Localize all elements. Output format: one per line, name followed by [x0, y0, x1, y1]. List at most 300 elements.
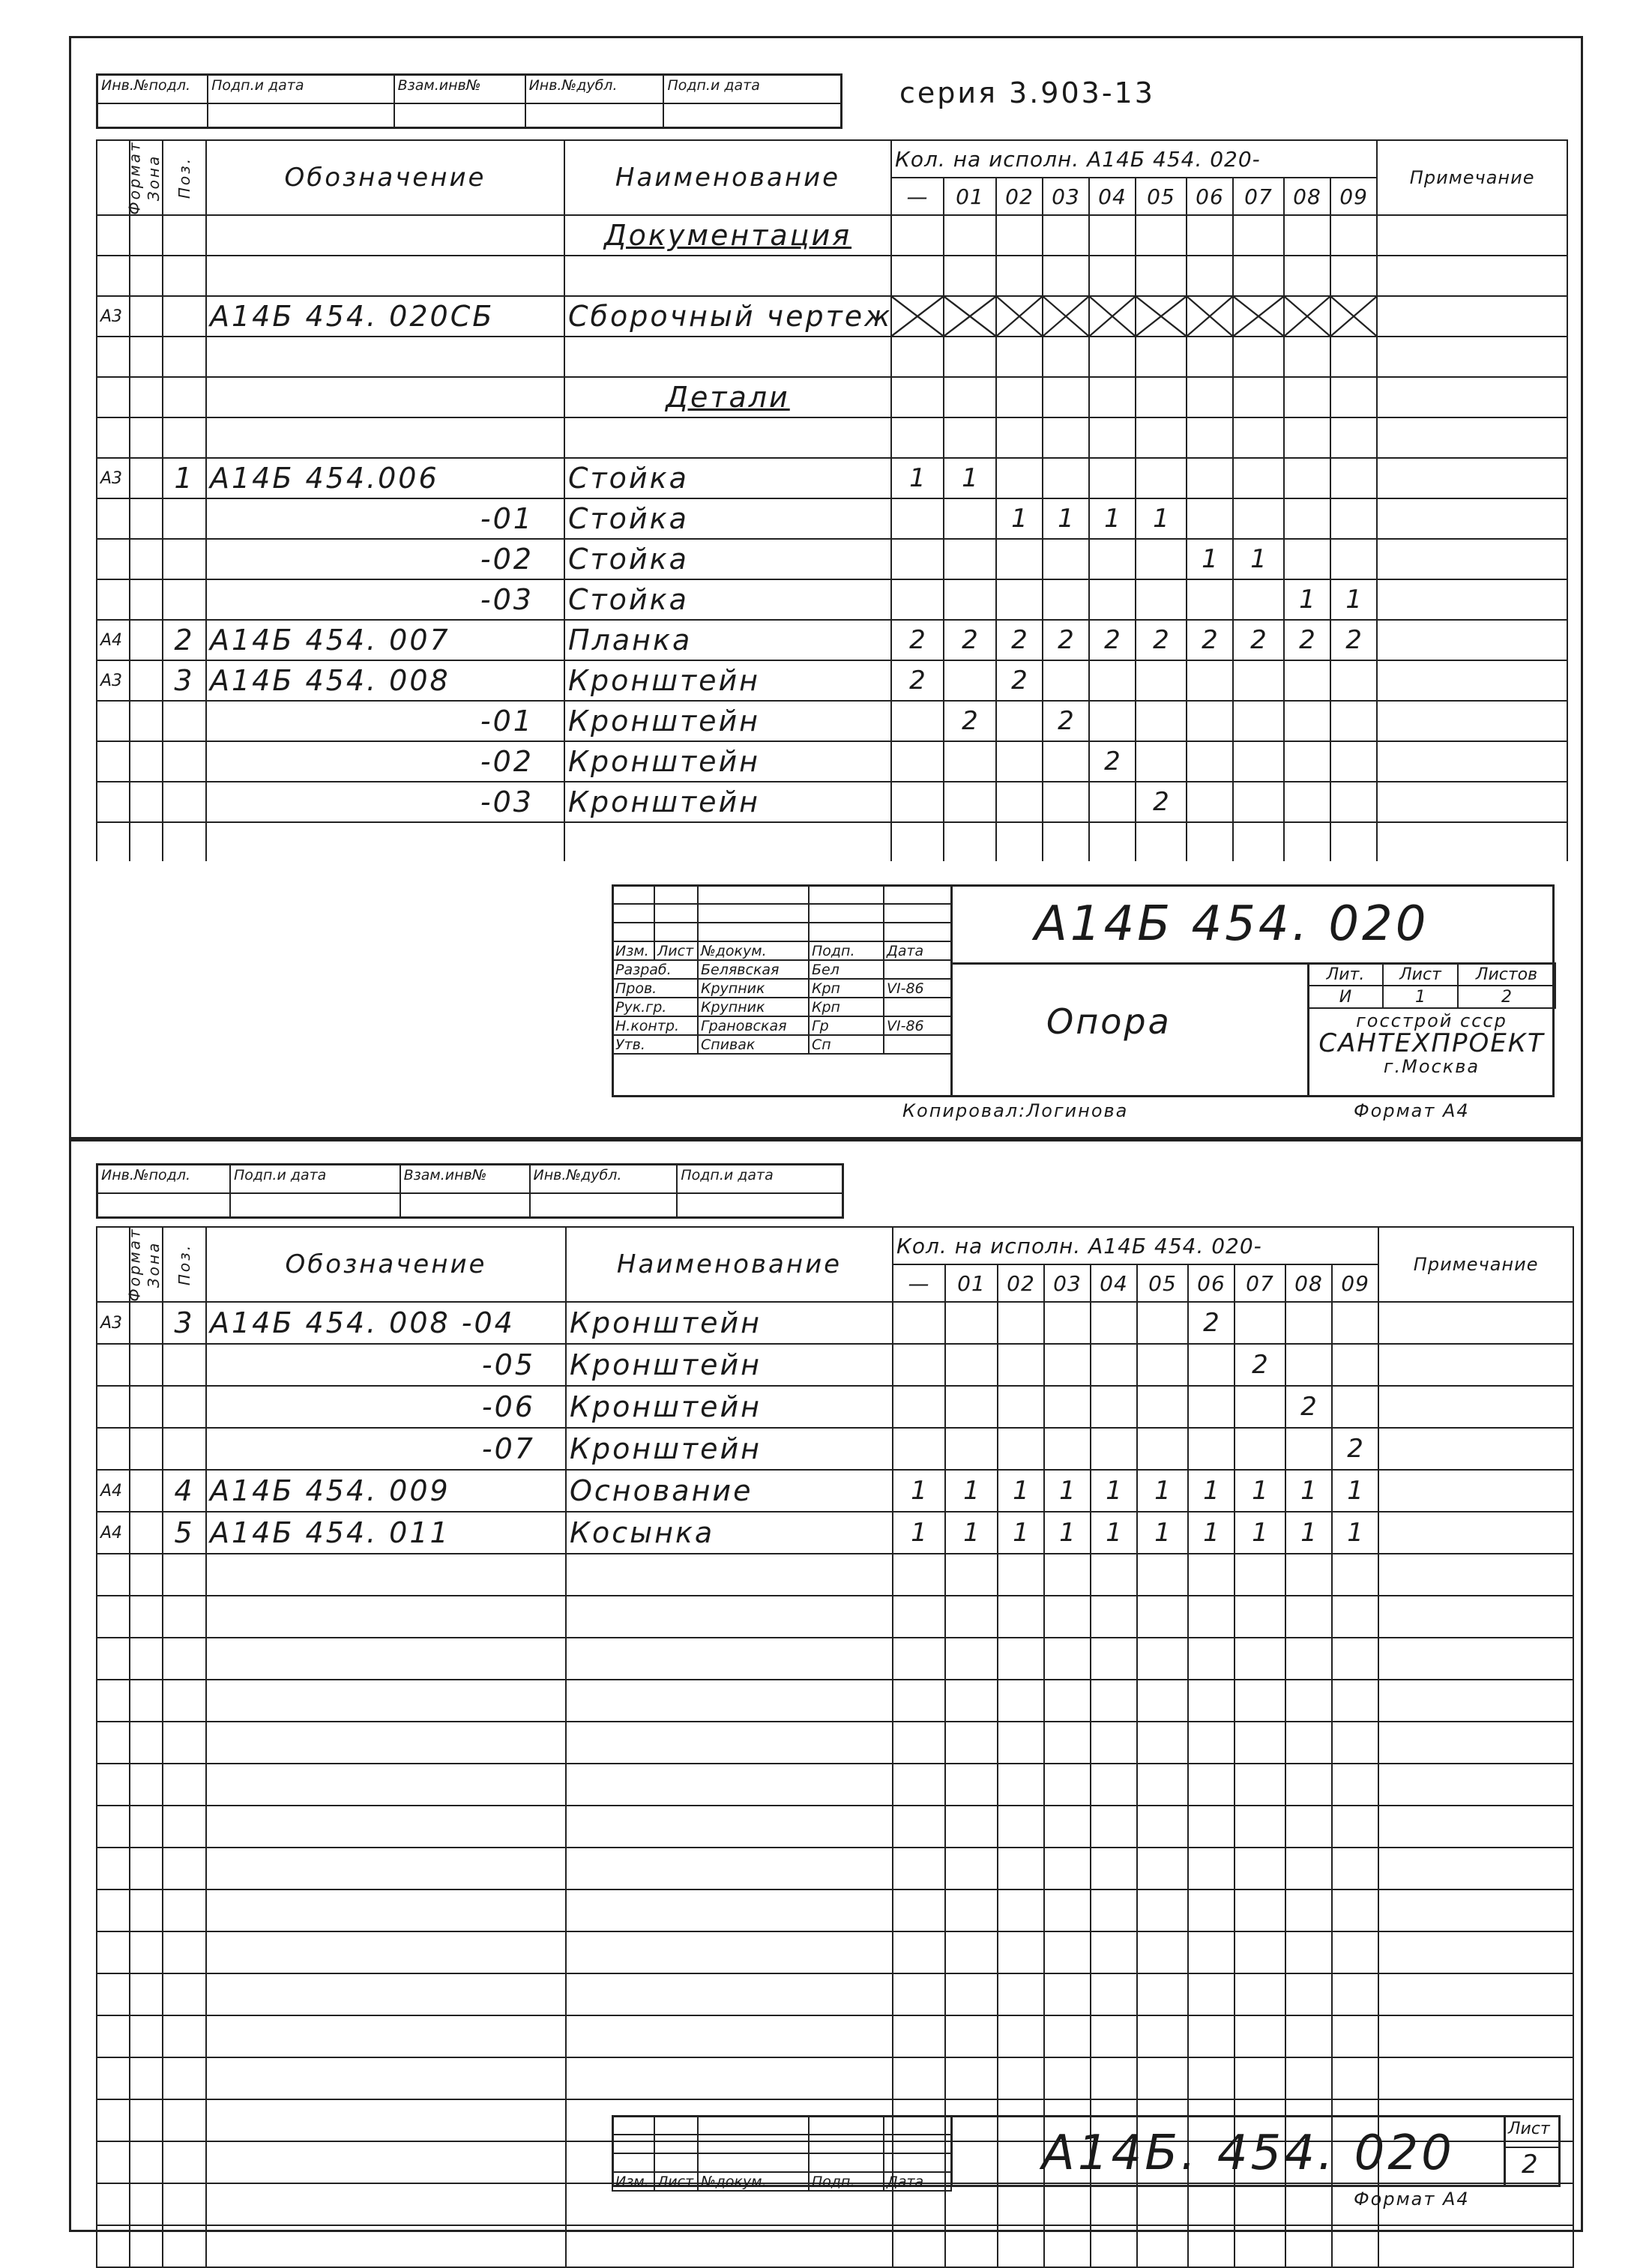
empty-cell: [1044, 1890, 1091, 1931]
zone-cell: [130, 1470, 163, 1512]
col-pos: Поз.: [163, 1227, 206, 1302]
note-cell: [1377, 579, 1567, 620]
name-cell: Стойка: [564, 579, 891, 620]
empty-cell: [1235, 1764, 1285, 1806]
revision-cell: [884, 2116, 951, 2135]
qty-cell: [944, 377, 996, 417]
zone-cell: [130, 782, 163, 822]
empty-cell: [945, 1973, 998, 2015]
position-cell: [163, 701, 206, 741]
qty-cell: 2: [1136, 782, 1187, 822]
empty-cell: [1044, 1806, 1091, 1848]
designation-cell: А14Б 454.006: [206, 458, 564, 498]
revision-row: [612, 923, 951, 941]
position-cell: 5: [163, 1512, 206, 1554]
qty-cell: [1137, 1428, 1188, 1470]
person-cell: Белявская: [698, 960, 809, 979]
empty-cell: [206, 2099, 566, 2141]
x-mark-icon: [944, 297, 995, 336]
empty-cell: [97, 1848, 130, 1890]
empty-cell: [1378, 2057, 1573, 2099]
empty-cell: [1091, 1680, 1137, 1722]
empty-cell: [1378, 1764, 1573, 1806]
empty-cell: [130, 1848, 163, 1890]
qty-cell: [1044, 1344, 1091, 1386]
qty-cell: 1: [1285, 1512, 1332, 1554]
format-label-2: Формат А4: [1354, 2189, 1470, 2210]
name-cell: [564, 337, 891, 377]
designation-cell: [206, 256, 564, 296]
signature-cell: Крп: [809, 979, 884, 998]
empty-cell: [163, 1764, 206, 1806]
empty-cell: [206, 1806, 566, 1848]
empty-cell: [1285, 1764, 1332, 1806]
qty-cell: [944, 337, 996, 377]
zone-cell: [130, 1428, 163, 1470]
format-cell: [97, 539, 130, 579]
qty-cell: 2: [891, 620, 944, 660]
empty-cell: [97, 1931, 130, 1973]
qty-cell: [891, 498, 944, 539]
x-mark-cell: [996, 296, 1043, 337]
empty-cell: [130, 1680, 163, 1722]
empty-cell: [1377, 822, 1567, 861]
empty-cell: [206, 2225, 566, 2267]
note-cell: [1377, 377, 1567, 417]
qty-cell: [1089, 417, 1136, 458]
qty-cell: [1233, 458, 1284, 498]
qty-cell: 1: [893, 1470, 945, 1512]
qty-cell: [996, 337, 1043, 377]
note-cell: [1378, 1428, 1573, 1470]
designation-cell: -02: [206, 741, 564, 782]
name-cell: Стойка: [564, 498, 891, 539]
format-cell: А4: [97, 620, 130, 660]
qty-cell: [1091, 1386, 1137, 1428]
name-cell: Кронштейн: [566, 1344, 893, 1386]
sheets-header: Листов: [1458, 963, 1555, 986]
empty-cell: [130, 1931, 163, 1973]
empty-cell: [1044, 2183, 1091, 2225]
empty-cell: [163, 2015, 206, 2057]
date-cell: VI-86: [884, 979, 951, 998]
qty-cell: [1235, 1428, 1285, 1470]
qty-cell: [1089, 256, 1136, 296]
revision-cell: [612, 2135, 654, 2153]
empty-cell: [97, 1806, 130, 1848]
empty-cell: [97, 1973, 130, 2015]
qty-cell: [1330, 782, 1377, 822]
empty-cell: [1332, 1596, 1378, 1638]
zone-cell: [130, 377, 163, 417]
empty-cell: [1137, 1764, 1188, 1806]
empty-cell: [97, 2099, 130, 2141]
stamp-cell: Подп.и дата: [678, 1165, 842, 1216]
designation-cell: [206, 215, 564, 256]
format-cell: А3: [97, 296, 130, 337]
role-cell: Н.контр.: [612, 1016, 698, 1035]
qty-cell: [944, 539, 996, 579]
qty-cell: [1043, 660, 1089, 701]
empty-cell: [206, 1890, 566, 1931]
approval-stamp-1: [96, 73, 842, 129]
col-qty-group: Кол. на исполн. А14Б 454. 020-: [893, 1227, 1378, 1264]
empty-cell: [1285, 2225, 1332, 2267]
revision-grid-2: [612, 2115, 952, 2192]
empty-cell: [1137, 2225, 1188, 2267]
empty-cell: [1044, 1554, 1091, 1596]
empty-cell: [945, 1722, 998, 1764]
qty-cell: 1: [1235, 1512, 1285, 1554]
copied-by: Копировал:Логинова: [902, 1100, 1129, 1121]
col-designation: Обозначение: [206, 140, 564, 215]
empty-cell: [130, 1722, 163, 1764]
designation-cell: -05: [206, 1344, 566, 1386]
document-code-2: А14Б. 454. 020: [1042, 2126, 1455, 2181]
empty-cell: [1044, 1596, 1091, 1638]
date-cell: [884, 998, 951, 1016]
lit-table: [1307, 962, 1556, 1009]
qty-cell: [1284, 701, 1330, 741]
zone-cell: [130, 498, 163, 539]
format-cell: [97, 417, 130, 458]
table-row: [97, 1931, 1573, 1973]
revision-row: [612, 904, 951, 923]
org-line: г.Москва: [1383, 1055, 1480, 1077]
table-row: [97, 579, 1567, 620]
qty-cell: [1330, 215, 1377, 256]
table-row: [97, 620, 1567, 660]
empty-cell: [998, 2015, 1044, 2057]
qty-cell: [891, 256, 944, 296]
qty-cell: [1043, 215, 1089, 256]
table-row: [97, 2057, 1573, 2099]
sheet-number: 2: [1522, 2150, 1538, 2180]
empty-cell: [1137, 2015, 1188, 2057]
empty-cell: [996, 822, 1043, 861]
qty-cell: [1233, 417, 1284, 458]
empty-cell: [1091, 1638, 1137, 1680]
empty-cell: [130, 1806, 163, 1848]
empty-cell: [206, 822, 564, 861]
format-cell: А3: [97, 660, 130, 701]
revision-cell: [612, 923, 654, 941]
empty-cell: [1044, 1764, 1091, 1806]
qty-cell: [1043, 337, 1089, 377]
empty-cell: [998, 1806, 1044, 1848]
qty-cell: 1: [998, 1470, 1044, 1512]
qty-cell: [891, 337, 944, 377]
position-cell: [163, 782, 206, 822]
empty-cell: [1044, 1638, 1091, 1680]
empty-cell: [97, 1554, 130, 1596]
empty-cell: [1332, 1680, 1378, 1722]
empty-cell: [1332, 1890, 1378, 1931]
revision-header-cell: Подп.: [809, 941, 884, 960]
zone-cell: [130, 1386, 163, 1428]
table-row: [97, 2015, 1573, 2057]
zone-cell: [130, 296, 163, 337]
qty-cell: [1284, 256, 1330, 296]
format-cell: [97, 701, 130, 741]
qty-cell: [1188, 1386, 1235, 1428]
table-row: [97, 337, 1567, 377]
qty-cell: [1091, 1428, 1137, 1470]
revision-cell: [698, 904, 809, 923]
empty-cell: [163, 1680, 206, 1722]
table-row: [97, 741, 1567, 782]
qty-cell: 1: [998, 1512, 1044, 1554]
x-mark-icon: [1285, 297, 1330, 336]
empty-cell: [945, 1806, 998, 1848]
empty-cell: [998, 1554, 1044, 1596]
qty-cell: [998, 1302, 1044, 1344]
qty-cell: [893, 1302, 945, 1344]
empty-cell: [1091, 1806, 1137, 1848]
table-row: [97, 539, 1567, 579]
qty-cell: [891, 215, 944, 256]
zone-cell: [130, 1302, 163, 1344]
section-heading: Документация: [564, 215, 891, 256]
role-cell: Пров.: [612, 979, 698, 998]
qty-cell: 2: [1187, 620, 1233, 660]
zone-cell: [130, 458, 163, 498]
revision-cell: [654, 2116, 698, 2135]
variant-col-header: 06: [1188, 1264, 1235, 1302]
empty-cell: [945, 2183, 998, 2225]
note-cell: [1378, 1470, 1573, 1512]
qty-cell: [996, 256, 1043, 296]
empty-cell: [1137, 1848, 1188, 1890]
empty-cell: [566, 1764, 893, 1806]
empty-cell: [1285, 2015, 1332, 2057]
empty-cell: [1188, 1931, 1235, 1973]
table-row: [97, 417, 1567, 458]
empty-cell: [1188, 2015, 1235, 2057]
empty-cell: [1044, 1680, 1091, 1722]
designation-cell: -03: [206, 782, 564, 822]
revision-cell: [654, 2153, 698, 2172]
position-cell: [163, 741, 206, 782]
qty-cell: 2: [1089, 620, 1136, 660]
empty-cell: [97, 2141, 130, 2183]
qty-cell: [1330, 337, 1377, 377]
x-mark-icon: [1234, 297, 1283, 336]
empty-cell: [893, 1764, 945, 1806]
qty-cell: [1187, 741, 1233, 782]
x-mark-icon: [1043, 297, 1088, 336]
qty-cell: [996, 741, 1043, 782]
empty-cell: [1137, 1722, 1188, 1764]
format-cell: А4: [97, 1512, 130, 1554]
empty-cell: [945, 1848, 998, 1890]
qty-cell: [1330, 660, 1377, 701]
empty-cell: [206, 1722, 566, 1764]
name-cell: Кронштейн: [566, 1302, 893, 1344]
empty-cell: [945, 1764, 998, 1806]
qty-cell: 1: [1091, 1512, 1137, 1554]
qty-cell: [1043, 458, 1089, 498]
revision-row: [612, 885, 951, 904]
qty-cell: [1284, 498, 1330, 539]
stamp-cell: Инв.№дубл.: [531, 1165, 678, 1216]
qty-cell: [1188, 1428, 1235, 1470]
empty-cell: [163, 2057, 206, 2099]
empty-cell: [206, 2015, 566, 2057]
qty-cell: 1: [1233, 539, 1284, 579]
qty-cell: [1330, 498, 1377, 539]
empty-cell: [1378, 1554, 1573, 1596]
qty-cell: [1089, 458, 1136, 498]
name-cell: [564, 256, 891, 296]
variant-col-header: 07: [1235, 1264, 1285, 1302]
designation-cell: [206, 377, 564, 417]
qty-cell: [1091, 1302, 1137, 1344]
empty-cell: [1378, 1596, 1573, 1638]
format-cell: [97, 215, 130, 256]
revision-row: [612, 2153, 951, 2172]
table-row: [97, 1554, 1573, 1596]
empty-cell: [1137, 2183, 1188, 2225]
qty-cell: 1: [1089, 498, 1136, 539]
qty-cell: [1043, 539, 1089, 579]
table-row: [97, 1596, 1573, 1638]
empty-cell: [1137, 1638, 1188, 1680]
person-cell: Крупник: [698, 979, 809, 998]
empty-cell: [1089, 822, 1136, 861]
qty-cell: [891, 782, 944, 822]
table-row: [97, 1302, 1573, 1344]
qty-cell: 2: [1330, 620, 1377, 660]
note-cell: [1378, 1344, 1573, 1386]
qty-cell: [1233, 579, 1284, 620]
col-format: Формат: [97, 140, 130, 215]
empty-cell: [893, 1596, 945, 1638]
name-cell: Стойка: [564, 458, 891, 498]
designation-cell: -03: [206, 579, 564, 620]
revision-cell: [884, 885, 951, 904]
empty-cell: [1091, 2015, 1137, 2057]
empty-cell: [1044, 1848, 1091, 1890]
stamp-cell: Подп.и дата: [664, 76, 840, 127]
designation-cell: -02: [206, 539, 564, 579]
qty-cell: [996, 215, 1043, 256]
empty-cell: [1044, 1973, 1091, 2015]
qty-cell: [996, 579, 1043, 620]
empty-cell: [130, 1638, 163, 1680]
x-mark-cell: [891, 296, 944, 337]
empty-cell: [566, 2225, 893, 2267]
empty-cell: [206, 1848, 566, 1890]
qty-cell: 1: [1332, 1470, 1378, 1512]
format-cell: [97, 1344, 130, 1386]
x-mark-icon: [1187, 297, 1232, 336]
empty-cell: [1091, 1554, 1137, 1596]
qty-cell: [1233, 660, 1284, 701]
qty-cell: [1284, 660, 1330, 701]
revision-cell: [654, 2135, 698, 2153]
empty-cell: [206, 2057, 566, 2099]
zone-cell: [130, 337, 163, 377]
qty-cell: [1137, 1386, 1188, 1428]
empty-cell: [1235, 1554, 1285, 1596]
empty-cell: [163, 2225, 206, 2267]
qty-cell: [1284, 458, 1330, 498]
table-row: [97, 215, 1567, 256]
qty-cell: [1187, 215, 1233, 256]
empty-cell: [206, 1931, 566, 1973]
format-cell: А3: [97, 1302, 130, 1344]
variant-col-header: 05: [1136, 178, 1187, 215]
variant-col-header: 02: [996, 178, 1043, 215]
title-block-2-sheet-hline: [1504, 2147, 1561, 2148]
empty-cell: [891, 822, 944, 861]
qty-cell: [1187, 256, 1233, 296]
revision-row: [612, 2116, 951, 2135]
zone-cell: [130, 1512, 163, 1554]
qty-cell: [1330, 741, 1377, 782]
stamp-cell: Инв.№подл.: [98, 76, 208, 127]
empty-cell: [1235, 2015, 1285, 2057]
revision-cell: [809, 904, 884, 923]
empty-cell: [893, 1680, 945, 1722]
x-mark-icon: [1090, 297, 1135, 336]
empty-cell: [1091, 1973, 1137, 2015]
qty-cell: [1187, 458, 1233, 498]
note-cell: [1377, 337, 1567, 377]
variant-col-header: —: [891, 178, 944, 215]
qty-cell: 1: [1188, 1512, 1235, 1554]
empty-cell: [1188, 1638, 1235, 1680]
empty-cell: [945, 1931, 998, 1973]
qty-cell: [944, 741, 996, 782]
empty-cell: [566, 2015, 893, 2057]
empty-cell: [97, 2183, 130, 2225]
empty-cell: [163, 1931, 206, 1973]
qty-cell: [893, 1386, 945, 1428]
qty-cell: [1043, 377, 1089, 417]
qty-cell: [1284, 539, 1330, 579]
revision-cell: [809, 923, 884, 941]
empty-cell: [998, 2183, 1044, 2225]
empty-cell: [1285, 1680, 1332, 1722]
zone-cell: [130, 741, 163, 782]
qty-cell: [1330, 458, 1377, 498]
empty-cell: [945, 2015, 998, 2057]
col-pos: Поз.: [163, 140, 206, 215]
qty-cell: [945, 1302, 998, 1344]
empty-cell: [945, 1596, 998, 1638]
empty-cell: [1332, 2225, 1378, 2267]
position-cell: 1: [163, 458, 206, 498]
person-cell: Грановская: [698, 1016, 809, 1035]
empty-cell: [1285, 2057, 1332, 2099]
empty-cell: [893, 2015, 945, 2057]
table-row: [97, 1806, 1573, 1848]
table-row: [97, 1722, 1573, 1764]
qty-cell: [1233, 256, 1284, 296]
empty-cell: [893, 1806, 945, 1848]
qty-cell: 1: [1043, 498, 1089, 539]
qty-cell: [1233, 701, 1284, 741]
empty-cell: [1188, 2057, 1235, 2099]
designation-cell: [206, 337, 564, 377]
empty-cell: [97, 1596, 130, 1638]
date-cell: VI-86: [884, 1016, 951, 1035]
qty-cell: 1: [1330, 579, 1377, 620]
x-mark-icon: [997, 297, 1042, 336]
col-note: Примечание: [1378, 1227, 1573, 1302]
